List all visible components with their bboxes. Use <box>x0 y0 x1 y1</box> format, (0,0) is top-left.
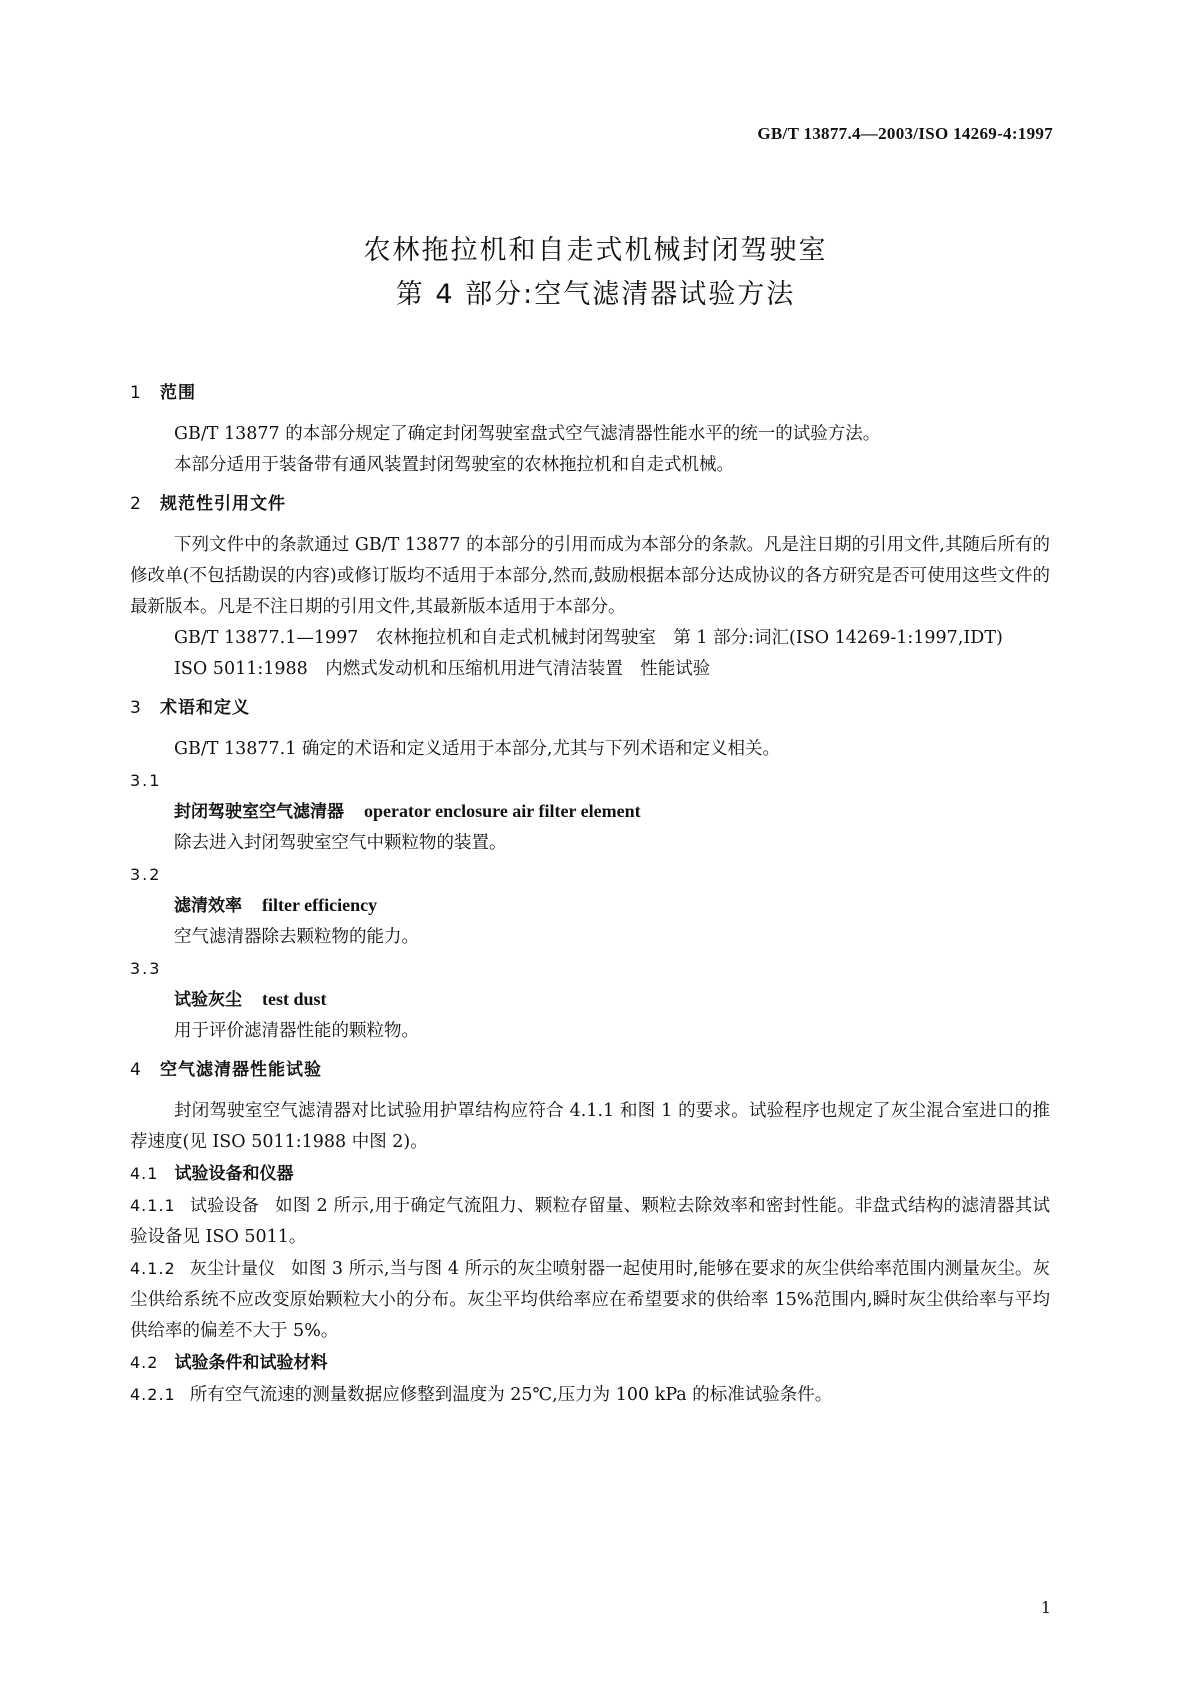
paragraph: 下列文件中的条款通过 GB/T 13877 的本部分的引用而成为本部分的条款。凡是注日期的引用文件,其随后所有的修改单(不包括勘误的内容)或修订版均不适用于本部分,然而,鼓励根据本部分达成协议的各方研究是否可使用这些文件的最新版本。凡是不注日期的引用文件,其最新版本适用于本部分。 <box>130 535 1050 617</box>
section-2-heading <box>130 489 1050 520</box>
term-definition: 空气滤清器除去颗粒物的能力。 <box>174 927 419 947</box>
subsection-4-1-heading <box>130 1158 1050 1190</box>
document-title-line2: 第 4 部分:空气滤清器试验方法 <box>395 279 796 310</box>
term-number: 3.2 <box>130 865 162 884</box>
term-en: filter efficiency <box>262 895 378 915</box>
standard-code: GB/T 13877.4—2003/ISO 14269-4:1997 <box>757 124 1053 143</box>
clause-title: 灰尘计量仪 <box>189 1259 276 1279</box>
clause-text: 如图 3 所示,当与图 4 所示的灰尘喷射器一起使用时,能够在要求的灰尘供给率范围内测量灰尘。灰尘供给系统不应改变原始颗粒大小的分布。灰尘平均供给率应在希望要求的供给率 15%范围内,瞬时灰尘供给率与平均供给率的偏差不大于 5%。 <box>130 1259 1050 1341</box>
term-number: 3.1 <box>130 771 162 790</box>
section-number: 1 <box>130 383 142 403</box>
term-zh: 封闭驾驶室空气滤清器 <box>174 802 344 822</box>
clause-4-2-1 <box>130 1379 1050 1411</box>
term-en: test dust <box>262 989 327 1009</box>
section-title: 术语和定义 <box>160 698 250 718</box>
term-number: 3.3 <box>130 959 162 978</box>
clause-text: 所有空气流速的测量数据应修整到温度为 25℃,压力为 100 kPa 的标准试验条件。 <box>189 1385 833 1405</box>
paragraph: 封闭驾驶室空气滤清器对比试验用护罩结构应符合 4.1.1 和图 1 的要求。试验程序也规定了灰尘混合室进口的推荐速度(见 ISO 5011:1988 中图 2)。 <box>130 1101 1050 1152</box>
subsection-4-2-heading <box>130 1347 1050 1379</box>
section-number: 2 <box>130 494 142 514</box>
section-number: 4 <box>130 1060 142 1080</box>
section-number: 3 <box>130 698 142 718</box>
clause-number: 4.1.2 <box>130 1259 176 1278</box>
paragraph: GB/T 13877.1 确定的术语和定义适用于本部分,尤其与下列术语和定义相关。 <box>174 739 780 759</box>
subsection-title: 试验设备和仪器 <box>174 1164 294 1184</box>
section-title: 规范性引用文件 <box>160 494 286 514</box>
subsection-number: 4.2 <box>130 1353 159 1372</box>
section-title: 范围 <box>160 383 196 403</box>
section-title: 空气滤清器性能试验 <box>160 1060 322 1080</box>
term-definition: 用于评价滤清器性能的颗粒物。 <box>174 1021 419 1041</box>
term-definition: 除去进入封闭驾驶室空气中颗粒物的装置。 <box>174 833 507 853</box>
term-zh: 试验灰尘 <box>174 990 242 1010</box>
normative-reference: GB/T 13877.1—1997 农林拖拉机和自走式机械封闭驾驶室 第 1 部分:词汇(ISO 14269-1:1997,IDT) <box>174 628 1003 648</box>
section-3-heading <box>130 693 1050 724</box>
term-entry <box>174 890 1050 922</box>
clause-number: 4.2.1 <box>130 1385 176 1404</box>
subsection-title: 试验条件和试验材料 <box>174 1353 328 1373</box>
term-zh: 滤清效率 <box>174 896 242 916</box>
page-number: 1 <box>1040 1598 1051 1617</box>
term-entry <box>174 796 1050 828</box>
clause-4-1-2 <box>130 1253 1050 1347</box>
subsection-number: 4.1 <box>130 1164 159 1183</box>
clause-title: 试验设备 <box>189 1196 260 1216</box>
paragraph: GB/T 13877 的本部分规定了确定封闭驾驶室盘式空气滤清器性能水平的统一的试验方法。 <box>174 424 881 444</box>
term-en: operator enclosure air filter element <box>364 801 641 821</box>
term-entry <box>174 984 1050 1016</box>
clause-text: 如图 2 所示,用于确定气流阻力、颗粒存留量、颗粒去除效率和密封性能。非盘式结构的滤清器其试验设备见 ISO 5011。 <box>130 1196 1050 1247</box>
section-1-heading <box>130 378 1050 409</box>
paragraph: 本部分适用于装备带有通风装置封闭驾驶室的农林拖拉机和自走式机械。 <box>174 455 734 475</box>
normative-reference: ISO 5011:1988 内燃式发动机和压缩机用进气清洁装置 性能试验 <box>174 659 711 679</box>
document-title-line1: 农林拖拉机和自走式机械封闭驾驶室 <box>363 235 828 266</box>
section-4-heading <box>130 1055 1050 1086</box>
document-body <box>130 372 1050 1411</box>
clause-number: 4.1.1 <box>130 1196 176 1215</box>
clause-4-1-1 <box>130 1190 1050 1253</box>
